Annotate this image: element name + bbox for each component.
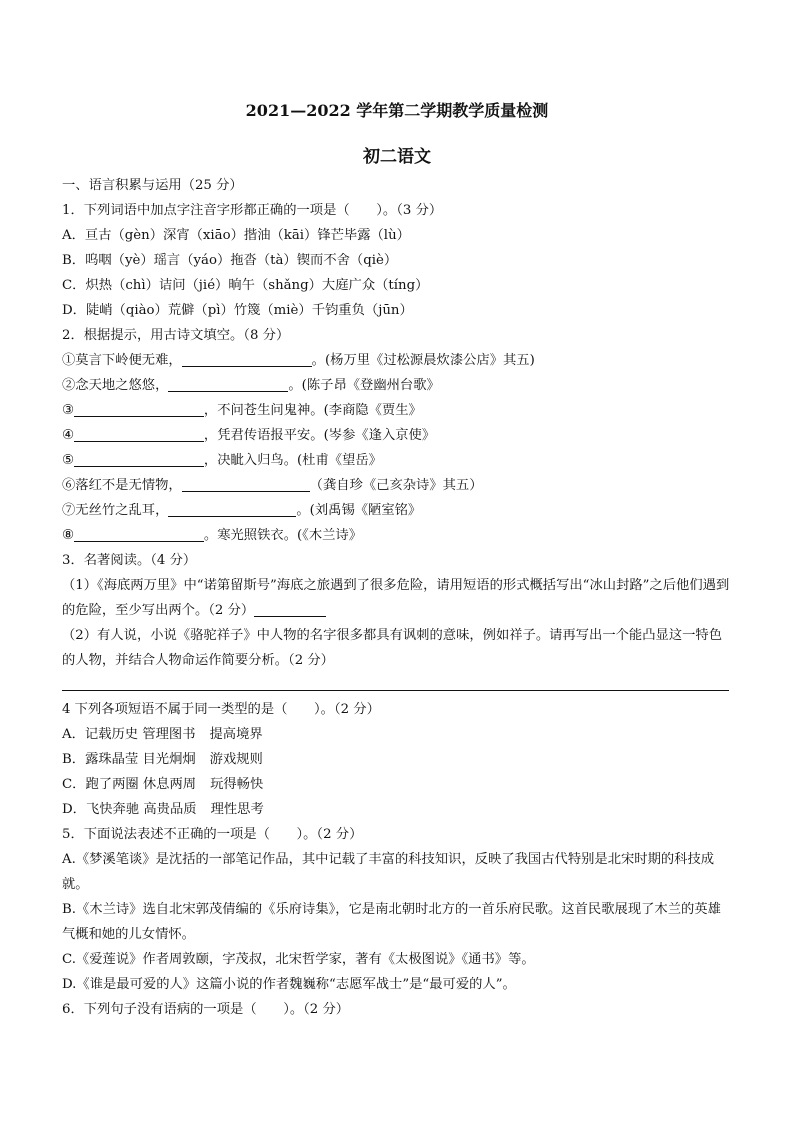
answer-blank[interactable] bbox=[254, 602, 326, 617]
question-5-option-a: A.《梦溪笔谈》是沈括的一部笔记作品，其中记载了丰富的科技知识，反映了我国古代特别是北宋时期的科技成就。 bbox=[62, 852, 715, 892]
exam-content bbox=[62, 173, 732, 1022]
poem-source: ，凭君传语报平安。(岑参《逢入京使》 bbox=[203, 428, 436, 443]
question-3-part-2: （2）有人说，小说《骆驼祥子》中人物的名字很多都具有讽刺的意味，例如祥子。请再写出一个能凸显这一特色的人物，并结合人物命运作简要分析。（2 分） bbox=[62, 628, 723, 668]
question-4-option-a bbox=[62, 722, 732, 747]
poem-source: 。寒光照铁衣。(《木兰诗》 bbox=[203, 528, 363, 543]
poem-source: （龚自珍《己亥杂诗》其五） bbox=[309, 478, 483, 493]
option-phrases: B．露珠晶莹 目光炯炯 bbox=[62, 752, 196, 767]
option-phrase: 游戏规则 bbox=[209, 752, 263, 767]
poem-prompt: ①莫言下岭便无难， bbox=[62, 353, 182, 368]
question-5-option-c: C.《爱莲说》作者周敦颐，字茂叔，北宋哲学家，著有《太极图说》《通书》等。 bbox=[62, 952, 535, 967]
answer-blank[interactable] bbox=[74, 452, 204, 467]
option-phrases: C．跑了两圈 休息两周 bbox=[62, 777, 197, 792]
poem-prompt: ③ bbox=[62, 403, 74, 418]
answer-blank[interactable] bbox=[74, 402, 204, 417]
poem-source: 。(刘禹锡《陋室铭》 bbox=[296, 503, 422, 518]
poem-prompt: ⑦无丝竹之乱耳， bbox=[62, 503, 169, 518]
option-phrase: 理性思考 bbox=[210, 802, 264, 817]
answer-blank[interactable] bbox=[182, 352, 312, 367]
poem-prompt: ⑧ bbox=[62, 528, 74, 543]
question-2-item-7 bbox=[62, 498, 732, 523]
option-phrase: 提高境界 bbox=[209, 727, 263, 742]
question-2-stem: 2．根据提示，用古诗文填空。（8 分） bbox=[62, 328, 290, 343]
poem-source: ，决眦入归鸟。(杜甫《望岳》 bbox=[203, 453, 382, 468]
answer-blank[interactable] bbox=[74, 527, 204, 542]
question-4-option-b bbox=[62, 747, 732, 772]
question-2-item-4 bbox=[62, 423, 732, 448]
question-1-option-b: B．呜咽（yè）瑶言（yáo）拖沓（tà）锲而不舍（qiè） bbox=[62, 253, 398, 268]
question-2-item-6 bbox=[62, 473, 732, 498]
page-subtitle: 初二语文 bbox=[363, 147, 431, 167]
question-1-option-a: A．亘古（gèn）深宵（xiāo）揩油（kāi）锋芒毕露（lù） bbox=[62, 228, 410, 243]
question-4-option-c bbox=[62, 772, 732, 797]
question-2-item-5 bbox=[62, 448, 732, 473]
question-4-stem: 4 下列各项短语不属于同一类型的是（ ）。（2 分） bbox=[62, 702, 380, 717]
section-heading: 一、语言积累与运用（25 分） bbox=[62, 178, 243, 193]
option-phrases: A．记载历史 管理图书 bbox=[62, 727, 196, 742]
question-2-item-2 bbox=[62, 373, 732, 398]
question-5-stem: 5．下面说法表述不正确的一项是（ ）。（2 分） bbox=[62, 827, 363, 842]
page-title: 2021—2022 学年第二学期教学质量检测 bbox=[245, 101, 549, 120]
question-2-item-8 bbox=[62, 523, 732, 548]
question-2-item-1 bbox=[62, 348, 732, 373]
poem-prompt: ⑤ bbox=[62, 453, 74, 468]
poem-prompt: ④ bbox=[62, 428, 74, 443]
option-phrase: 玩得畅快 bbox=[210, 777, 264, 792]
answer-line[interactable] bbox=[62, 690, 729, 691]
question-5-option-b: B.《木兰诗》选自北宋郭茂倩编的《乐府诗集》，它是南北朝时北方的一首乐府民歌。这首民歌展现了木兰的英雄气概和她的儿女情怀。 bbox=[62, 902, 721, 942]
answer-blank[interactable] bbox=[168, 377, 288, 392]
question-2-item-3 bbox=[62, 398, 732, 423]
answer-blank[interactable] bbox=[168, 502, 296, 517]
poem-prompt: ⑥落红不是无情物， bbox=[62, 478, 182, 493]
question-4-option-d bbox=[62, 797, 732, 822]
question-3-part-1-text: （1）《海底两万里》中“诺第留斯号”海底之旅遇到了很多危险，请用短语的形式概括写出“冰山封路”之后他们遇到的危险，至少写出两个。（2 分） bbox=[62, 578, 730, 618]
poem-source: ，不问苍生问鬼神。(李商隐《贾生》 bbox=[203, 403, 422, 418]
question-1-option-d: D．陡峭（qiào）荒僻（pì）竹篾（miè）千钧重负（jūn） bbox=[62, 303, 413, 318]
poem-source: 。(杨万里《过松源晨炊漆公店》其五) bbox=[311, 353, 535, 368]
question-5-option-d: D.《谁是最可爱的人》这篇小说的作者魏巍称“志愿军战士”是“最可爱的人”。 bbox=[62, 977, 516, 992]
option-phrases: D．飞快奔驰 高贵品质 bbox=[62, 802, 197, 817]
poem-prompt: ②念天地之悠悠， bbox=[62, 378, 169, 393]
answer-blank[interactable] bbox=[74, 427, 204, 442]
question-3-part-1 bbox=[62, 573, 732, 623]
question-1-option-c: C．炽热（chì）诘问（jié）晌午（shǎng）大庭广众（tíng） bbox=[62, 278, 429, 293]
question-3-stem: 3．名著阅读。（4 分） bbox=[62, 553, 197, 568]
question-1-stem: 1．下列词语中加点字注音字形都正确的一项是（ ）。（3 分） bbox=[62, 203, 443, 218]
poem-source: 。(陈子昂《登幽州台歌》 bbox=[288, 378, 440, 393]
question-6-stem: 6．下列句子没有语病的一项是（ ）。（2 分） bbox=[62, 1002, 350, 1017]
answer-blank[interactable] bbox=[182, 477, 310, 492]
